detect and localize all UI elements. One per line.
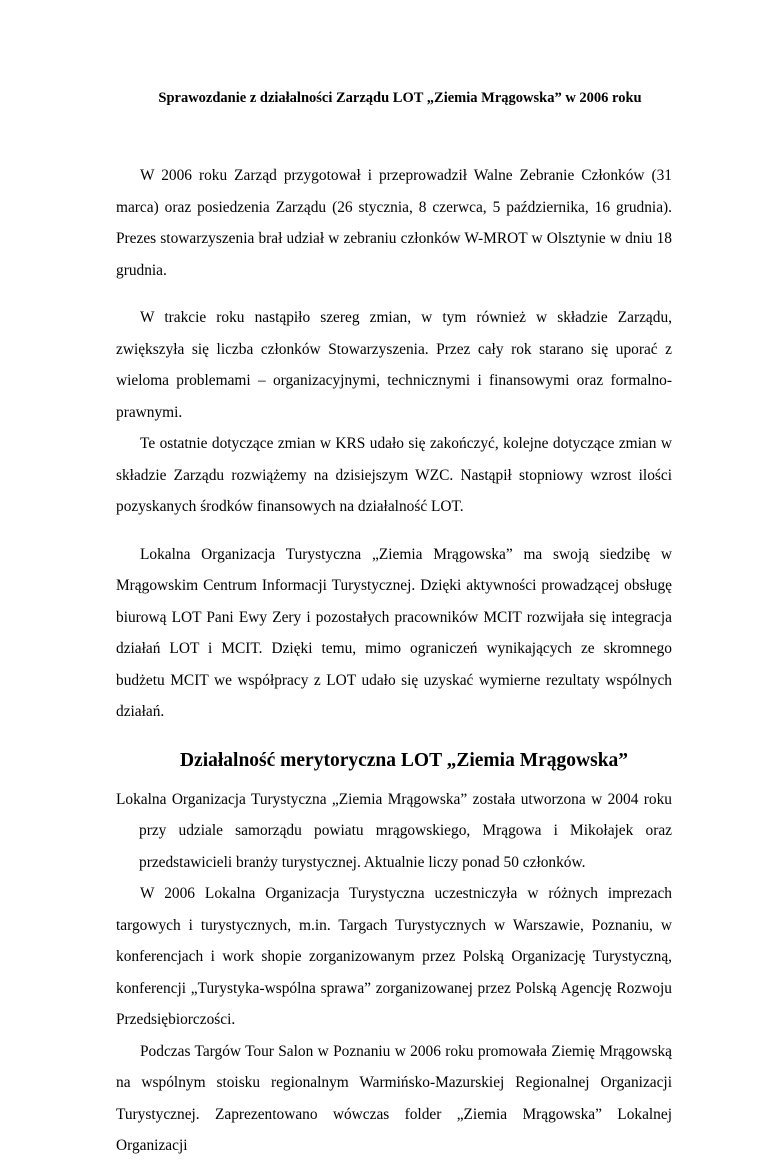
paragraph-fairs: W 2006 Lokalna Organizacja Turystyczna uczestniczyła w różnych imprezach targowych i turystycznych, m.in. Targach Turystycznych w Warszawie, Poznaniu, w konferencjach i work shopie zorganizowanym przez Polską Organizację Turystyczną, konferencji „Turystyka-wspólna sprawa” zorganizowanej przez Polską Agencję Rozwoju Przedsiębiorczości.: [116, 885, 672, 1028]
document-title: Sprawozdanie z działalności Zarządu LOT „Ziemia Mrągowska” w 2006 roku: [158, 90, 642, 106]
paragraph-founding: [116, 784, 672, 879]
paragraph-tour-salon: Podczas Targów Tour Salon w Poznaniu w 2006 roku promowała Ziemię Mrągowską na wspólnym stoisku regionalnym Warmińsko-Mazurskiej Regionalnej Organizacji Turystycznej. Zaprezentowano wówczas folder „Ziemia Mrągowska” Lokalnej Organizacji: [116, 1042, 672, 1154]
paragraph-headquarters: Lokalna Organizacja Turystyczna „Ziemia Mrągowska” ma swoją siedzibę w Mrągowskim Centrum Informacji Turystycznej. Dzięki aktywności prowadzącej obsługę biurową LOT Pani Ewy Zery i pozostałych pracowników MCIT rozwijała się integracja działań LOT i MCIT. Dzięki temu, mimo ograniczeń wynikających ze skromnego budżetu MCIT we współpracy z LOT udało się uzyskać wymierne rezultaty wspólnych działań.: [116, 545, 672, 720]
section-heading: Działalność merytoryczna LOT „Ziemia Mrągowska”: [179, 749, 629, 771]
paragraph-meetings: W 2006 roku Zarząd przygotował i przeprowadził Walne Zebranie Członków (31 marca) oraz posiedzenia Zarządu (26 stycznia, 8 czerwca, 5 października, 16 grudnia). Prezes stowarzyszenia brał udział w zebraniu członków W-MROT w Olsztynie w dniu 18 grudnia.: [116, 167, 672, 279]
paragraph-changes: W trakcie roku nastąpiło szereg zmian, w tym również w składzie Zarządu, zwiększyła się liczba członków Stowarzyszenia. Przez cały rok starano się uporać z wieloma problemami – organizacyjnymi, technicznymi i finansowymi oraz formalno-prawnymi.: [116, 309, 672, 421]
document-page: [0, 88, 768, 1154]
paragraph-founding-text: Lokalna Organizacja Turystyczna „Ziemia Mrągowska” została utworzona w 2004 roku przy udziale samorządu powiatu mrągowskiego, Mrągowa i Mikołajek oraz przedstawicieli branży turystycznej. Aktualnie liczy ponad 50 członków.: [116, 790, 672, 871]
paragraph-krs: Te ostatnie dotyczące zmian w KRS udało się zakończyć, kolejne dotyczące zmian w składzie Zarządu rozwiążemy na dzisiejszym WZC. Nastąpił stopniowy wzrost ilości pozyskanych środków finansowych na działalność LOT.: [116, 435, 672, 515]
